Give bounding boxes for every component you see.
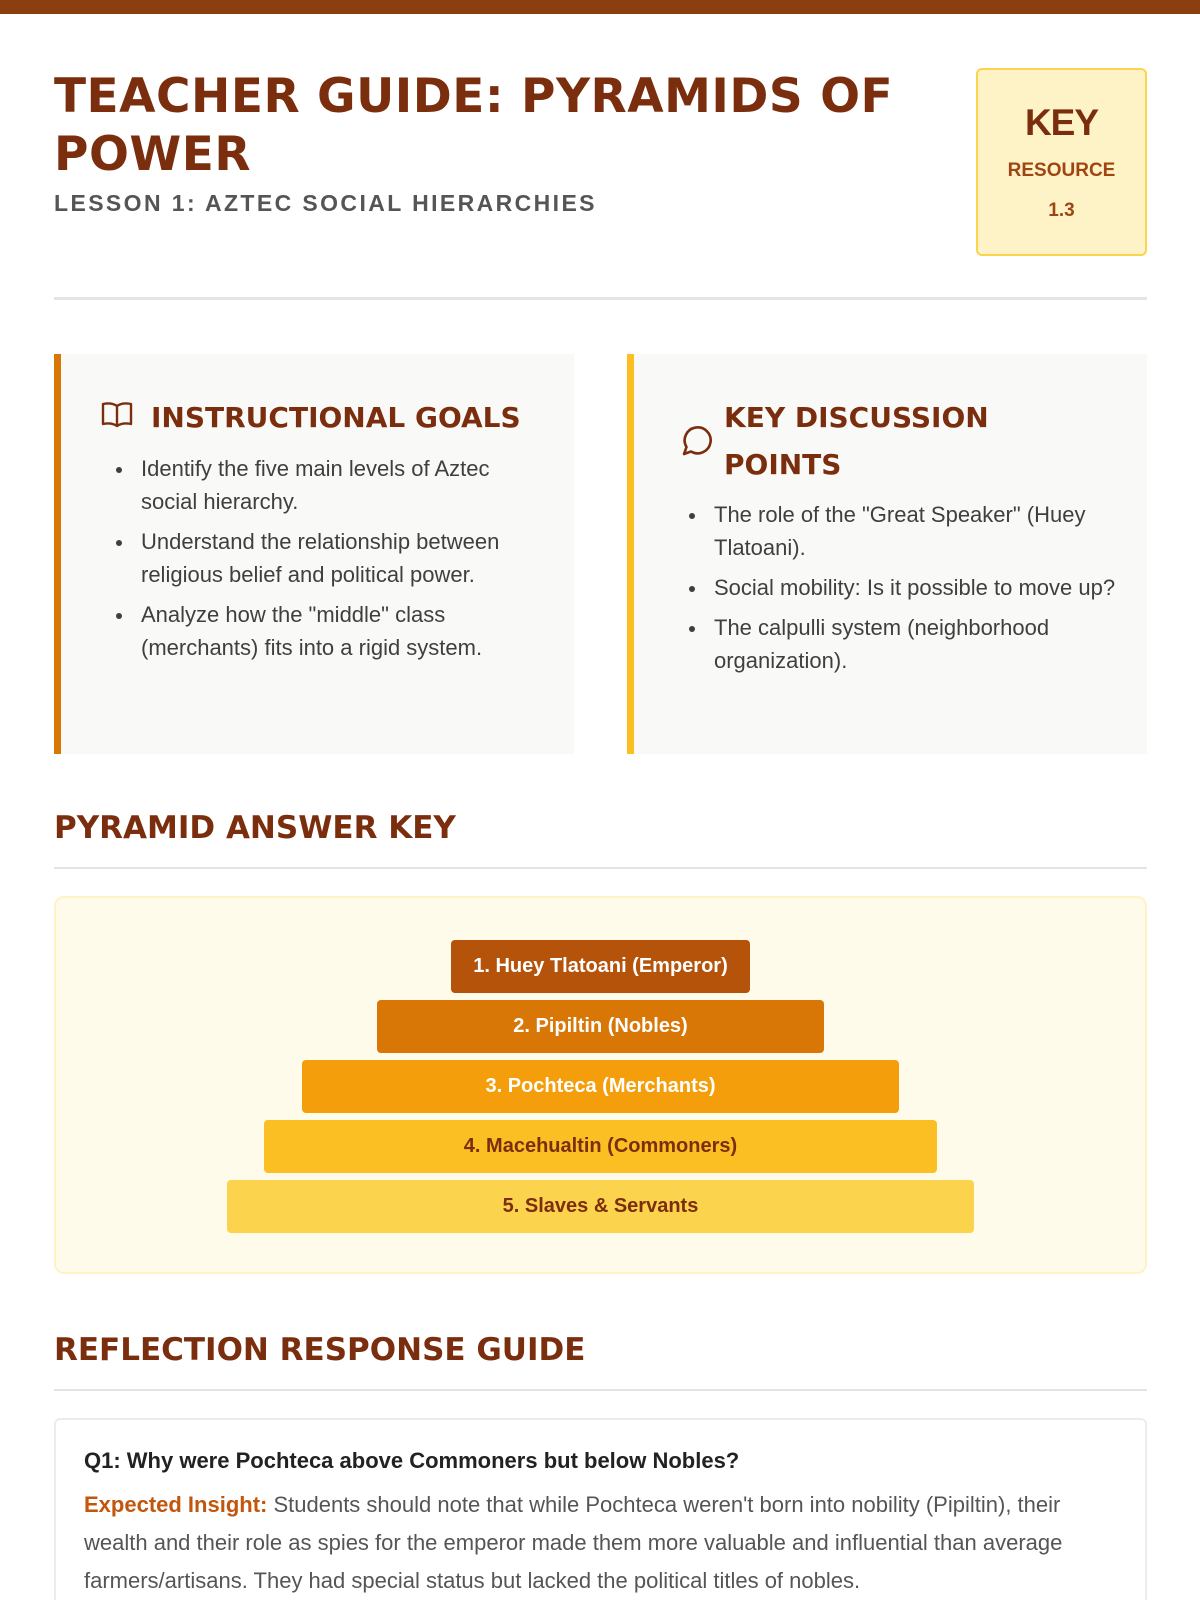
- key-badge-title: KEY: [1024, 102, 1099, 143]
- instructional-goals-heading: INSTRUCTIONAL GOALS: [151, 401, 521, 434]
- open-book-icon: [101, 400, 133, 433]
- reflection-question: Q1: Why were Pochteca above Commoners but below Nobles?: [84, 1448, 740, 1473]
- pyramid-answer-key: [54, 896, 1147, 1274]
- top-accent-bar: [0, 0, 1200, 14]
- list-item: Identify the five main levels of Aztec social hierarchy.: [107, 452, 544, 518]
- discussion-points-list: [680, 498, 1117, 684]
- list-item: The calpulli system (neighborhood organization).: [680, 611, 1117, 677]
- header-divider: [54, 297, 1147, 300]
- key-badge-number: 1.3: [1048, 200, 1075, 221]
- pyramid-tier-1: 1. Huey Tlatoani (Emperor): [451, 940, 750, 993]
- discussion-points-card: [627, 354, 1147, 754]
- page-title: TEACHER GUIDE: PYRAMIDS OF POWER: [54, 69, 894, 182]
- key-badge-label: RESOURCE: [1007, 160, 1116, 181]
- page-subtitle: LESSON 1: AZTEC SOCIAL HIERARCHIES: [54, 190, 597, 216]
- reflection-response-card: [54, 1418, 1147, 1600]
- pyramid-tier-3: 3. Pochteca (Merchants): [302, 1060, 899, 1113]
- pyramid-tier-2: 2. Pipiltin (Nobles): [377, 1000, 824, 1053]
- reflection-section-title: REFLECTION RESPONSE GUIDE: [54, 1332, 586, 1368]
- list-item: Understand the relationship between religious belief and political power.: [107, 525, 544, 591]
- list-item: The role of the "Great Speaker" (Huey Tlatoani).: [680, 498, 1117, 564]
- reflection-section-divider: [54, 1389, 1147, 1391]
- expected-insight-text: Students should note that while Pochteca weren't born into nobility (Pipiltin), their wealth and their role as spies for the emperor made them more valuable and influential than average farmers/artisans. They had special status but lacked the political titles of nobles.: [84, 1492, 1063, 1593]
- discussion-points-heading: KEY DISCUSSION POINTS: [724, 401, 989, 481]
- pyramid-tier-4: 4. Macehualtin (Commoners): [264, 1120, 937, 1173]
- speech-bubble-icon: [678, 424, 712, 463]
- instructional-goals-list: [107, 452, 544, 671]
- pyramid-section-divider: [54, 867, 1147, 869]
- list-item: Social mobility: Is it possible to move up?: [680, 571, 1117, 604]
- list-item: Analyze how the "middle" class (merchants) fits into a rigid system.: [107, 598, 544, 664]
- instructional-goals-card: [54, 354, 574, 754]
- resource-key-badge: [976, 68, 1147, 256]
- pyramid-tier-5: 5. Slaves & Servants: [227, 1180, 974, 1233]
- pyramid-section-title: PYRAMID ANSWER KEY: [54, 810, 456, 846]
- reflection-answer: [84, 1486, 1124, 1600]
- expected-insight-label: Expected Insight:: [84, 1492, 268, 1517]
